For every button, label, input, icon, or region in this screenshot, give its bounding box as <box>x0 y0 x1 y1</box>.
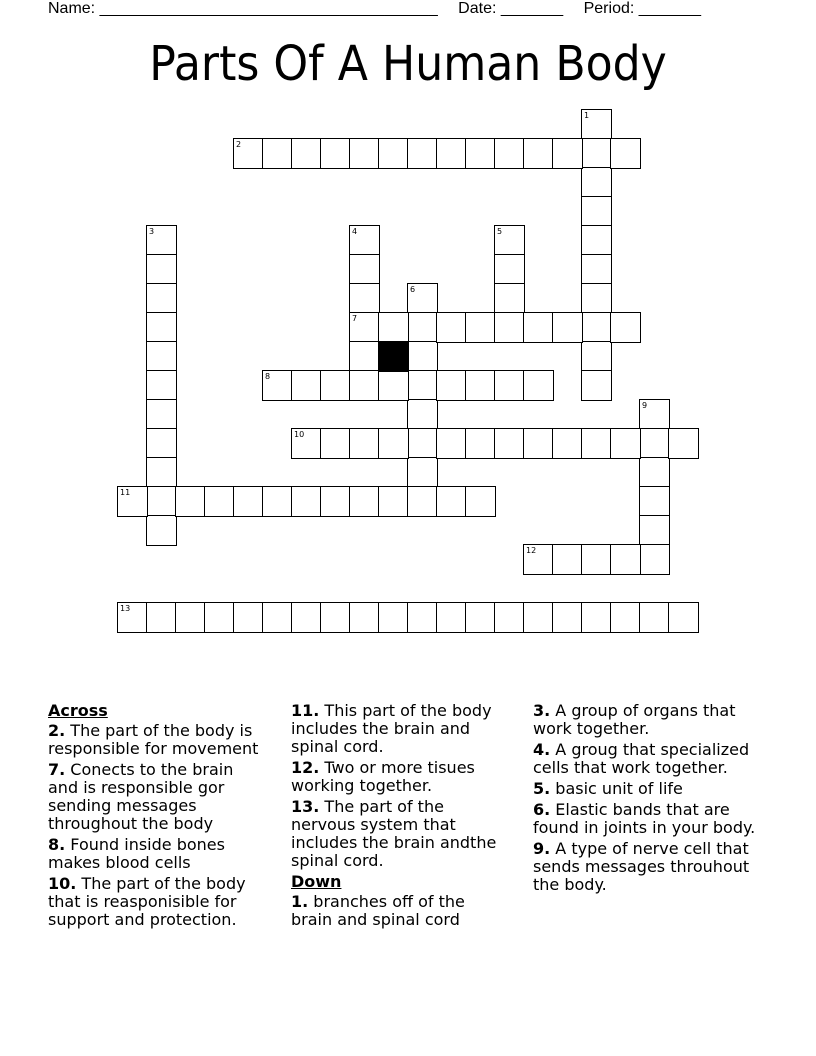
grid-cell[interactable] <box>581 602 612 633</box>
across-heading: Across <box>48 701 108 720</box>
grid-cell[interactable] <box>407 602 438 633</box>
grid-cell[interactable] <box>291 370 322 401</box>
grid-cell[interactable] <box>494 370 525 401</box>
down-heading: Down <box>291 872 342 891</box>
grid-cell[interactable] <box>349 254 380 285</box>
grid-cell[interactable] <box>146 254 177 285</box>
grid-cell[interactable] <box>581 428 612 459</box>
clue-across-2: 2. The part of the body is responsible for movement <box>48 721 259 758</box>
grid-cell[interactable] <box>175 602 206 633</box>
grid-cell[interactable] <box>349 428 380 459</box>
grid-cell[interactable] <box>117 486 148 517</box>
grid-cell[interactable] <box>233 138 264 169</box>
grid-cell[interactable] <box>581 167 612 198</box>
grid-cell[interactable] <box>639 544 670 575</box>
grid-cell[interactable] <box>378 428 409 459</box>
grid-cell[interactable] <box>407 428 438 459</box>
grid-cell[interactable] <box>639 457 670 488</box>
grid-cell[interactable] <box>204 486 235 517</box>
grid-cell[interactable] <box>320 602 351 633</box>
clue-across-7: 7. Conects to the brain and is responsible gor sending messages throughout the body <box>48 760 234 833</box>
grid-cell[interactable] <box>320 370 351 401</box>
grid-cell[interactable] <box>668 602 699 633</box>
grid-cell[interactable] <box>494 428 525 459</box>
grid-cell[interactable] <box>436 602 467 633</box>
clue-down-5: 5. basic unit of life <box>533 779 683 798</box>
grid-cell[interactable] <box>407 138 438 169</box>
grid-cell[interactable] <box>581 109 612 140</box>
clue-number: 11 <box>120 488 131 497</box>
grid-cell[interactable] <box>233 602 264 633</box>
grid-cell[interactable] <box>349 283 380 314</box>
grid-cell[interactable] <box>552 312 583 343</box>
grid-cell[interactable] <box>204 602 235 633</box>
black-cell <box>378 341 409 372</box>
grid-cell[interactable] <box>610 138 641 169</box>
grid-cell[interactable] <box>146 515 177 546</box>
grid-cell[interactable] <box>378 138 409 169</box>
grid-cell[interactable] <box>581 138 612 169</box>
grid-cell[interactable] <box>146 399 177 430</box>
grid-cell[interactable] <box>581 544 612 575</box>
grid-cell[interactable] <box>262 370 293 401</box>
grid-cell[interactable] <box>494 138 525 169</box>
grid-cell[interactable] <box>291 602 322 633</box>
clue-across-10: 10. The part of the body that is reasponisible for support and protection. <box>48 874 246 929</box>
clue-down-4: 4. A groug that specialized cells that work together. <box>533 740 750 777</box>
clue-number: 10 <box>294 430 305 439</box>
grid-cell[interactable] <box>581 370 612 401</box>
grid-cell[interactable] <box>320 428 351 459</box>
period-field[interactable]: Period: _______ <box>583 0 702 17</box>
grid-cell[interactable] <box>291 486 322 517</box>
name-field[interactable]: Name: ______________________________________ <box>48 0 438 17</box>
grid-cell[interactable] <box>581 196 612 227</box>
grid-cell[interactable] <box>349 602 380 633</box>
grid-cell[interactable] <box>436 312 467 343</box>
clue-number: 2 <box>236 140 242 149</box>
grid-cell[interactable] <box>407 341 438 372</box>
clue-number: 1 <box>584 111 590 120</box>
clues-column-1 <box>48 702 268 932</box>
grid-cell[interactable] <box>407 283 438 314</box>
grid-cell[interactable] <box>146 312 177 343</box>
clue-number: 13 <box>120 604 131 613</box>
grid-cell[interactable] <box>146 457 177 488</box>
grid-cell[interactable] <box>117 602 148 633</box>
grid-cell[interactable] <box>146 341 177 372</box>
grid-cell[interactable] <box>378 370 409 401</box>
grid-cell[interactable] <box>494 602 525 633</box>
grid-cell[interactable] <box>639 486 670 517</box>
grid-cell[interactable] <box>407 399 438 430</box>
grid-cell[interactable] <box>552 428 583 459</box>
grid-cell[interactable] <box>668 428 699 459</box>
grid-cell[interactable] <box>494 283 525 314</box>
grid-cell[interactable] <box>494 225 525 256</box>
grid-cell[interactable] <box>146 428 177 459</box>
grid-cell[interactable] <box>552 138 583 169</box>
grid-cell[interactable] <box>465 602 496 633</box>
clue-down-6: 6. Elastic bands that are found in joints in your body. <box>533 800 756 837</box>
grid-cell[interactable] <box>581 283 612 314</box>
grid-cell[interactable] <box>523 544 554 575</box>
grid-cell[interactable] <box>552 544 583 575</box>
grid-cell[interactable] <box>610 312 641 343</box>
grid-cell[interactable] <box>349 341 380 372</box>
grid-cell[interactable] <box>407 370 438 401</box>
clue-down-9: 9. A type of nerve cell that sends messages throuhout the body. <box>533 839 750 894</box>
grid-cell[interactable] <box>436 370 467 401</box>
grid-cell[interactable] <box>262 486 293 517</box>
grid-cell[interactable] <box>320 138 351 169</box>
clue-down-1: 1. branches off of the brain and spinal cord <box>291 892 465 929</box>
grid-cell[interactable] <box>523 370 554 401</box>
grid-cell[interactable] <box>465 370 496 401</box>
grid-cell[interactable] <box>378 486 409 517</box>
grid-cell[interactable] <box>146 602 177 633</box>
clue-across-13: 13. The part of the nervous system that includes the brain andthe spinal cord. <box>291 797 497 870</box>
clue-number: 3 <box>149 227 155 236</box>
grid-cell[interactable] <box>378 312 409 343</box>
grid-cell[interactable] <box>523 138 554 169</box>
grid-cell[interactable] <box>436 428 467 459</box>
clue-number: 8 <box>265 372 271 381</box>
grid-cell[interactable] <box>581 254 612 285</box>
clue-number: 9 <box>642 401 648 410</box>
clue-down-3: 3. A group of organs that work together. <box>533 701 736 738</box>
grid-cell[interactable] <box>494 254 525 285</box>
grid-cell[interactable] <box>291 428 322 459</box>
grid-cell[interactable] <box>610 602 641 633</box>
clue-number: 7 <box>352 314 358 323</box>
grid-cell[interactable] <box>262 602 293 633</box>
grid-cell[interactable] <box>146 225 177 256</box>
grid-cell[interactable] <box>146 370 177 401</box>
grid-cell[interactable] <box>320 486 351 517</box>
clue-number: 12 <box>526 546 537 555</box>
grid-cell[interactable] <box>407 312 438 343</box>
grid-cell[interactable] <box>639 428 670 459</box>
grid-cell[interactable] <box>465 312 496 343</box>
grid-cell[interactable] <box>349 138 380 169</box>
grid-cell[interactable] <box>581 312 612 343</box>
grid-cell[interactable] <box>407 486 438 517</box>
grid-cell[interactable] <box>581 341 612 372</box>
date-field[interactable]: Date: _______ <box>458 0 564 17</box>
clue-number: 6 <box>410 285 416 294</box>
grid-cell[interactable] <box>146 283 177 314</box>
grid-cell[interactable] <box>349 486 380 517</box>
clues-column-3 <box>533 702 763 897</box>
grid-cell[interactable] <box>639 602 670 633</box>
grid-cell[interactable] <box>523 312 554 343</box>
grid-cell[interactable] <box>552 602 583 633</box>
grid-cell[interactable] <box>581 225 612 256</box>
grid-cell[interactable] <box>465 486 496 517</box>
clue-across-11: 11. This part of the body includes the brain and spinal cord. <box>291 701 492 756</box>
grid-cell[interactable] <box>349 370 380 401</box>
grid-cell[interactable] <box>523 602 554 633</box>
grid-cell[interactable] <box>523 428 554 459</box>
clue-number: 4 <box>352 227 358 236</box>
grid-cell[interactable] <box>175 486 206 517</box>
grid-cell[interactable] <box>436 486 467 517</box>
clue-across-8: 8. Found inside bones makes blood cells <box>48 835 225 872</box>
clue-number: 5 <box>497 227 503 236</box>
grid-cell[interactable] <box>610 428 641 459</box>
grid-cell[interactable] <box>436 138 467 169</box>
grid-cell[interactable] <box>465 428 496 459</box>
grid-cell[interactable] <box>233 486 264 517</box>
grid-cell[interactable] <box>639 515 670 546</box>
clue-across-12: 12. Two or more tisues working together. <box>291 758 475 795</box>
grid-cell[interactable] <box>291 138 322 169</box>
grid-cell[interactable] <box>465 138 496 169</box>
grid-cell[interactable] <box>349 312 380 343</box>
grid-cell[interactable] <box>494 312 525 343</box>
grid-cell[interactable] <box>407 457 438 488</box>
grid-cell[interactable] <box>639 399 670 430</box>
grid-cell[interactable] <box>262 138 293 169</box>
clues-column-2 <box>291 702 511 932</box>
grid-cell[interactable] <box>378 602 409 633</box>
grid-cell[interactable] <box>610 544 641 575</box>
grid-cell[interactable] <box>349 225 380 256</box>
grid-cell[interactable] <box>146 486 177 517</box>
page-title: Parts Of A Human Body <box>149 36 667 92</box>
